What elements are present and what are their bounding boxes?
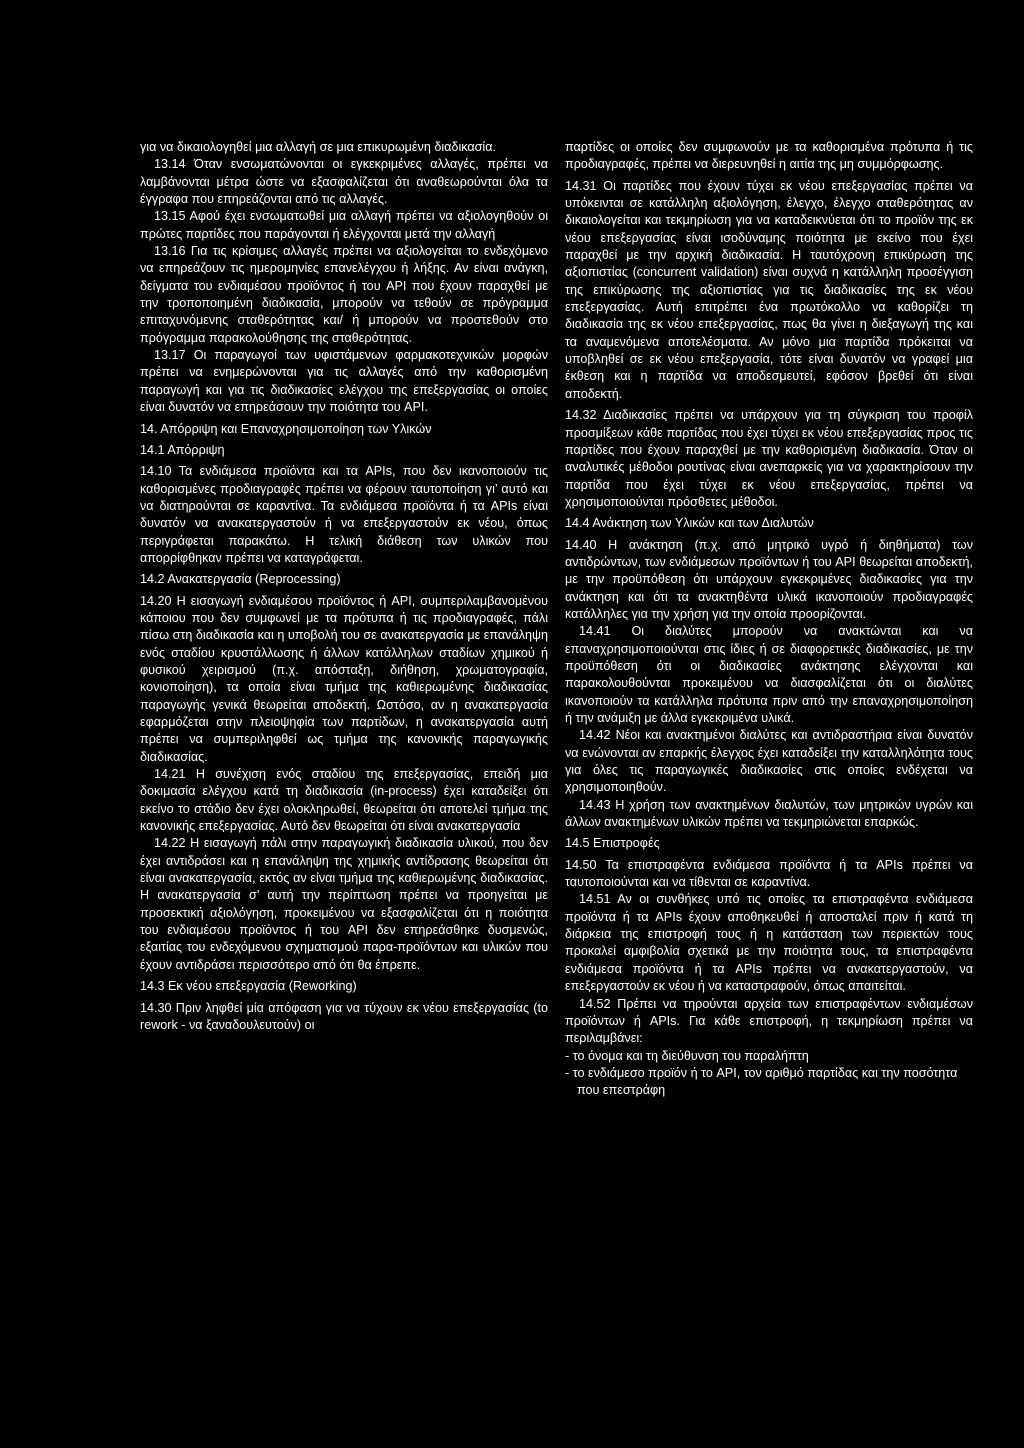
right-paragraph-12: 14.52 Πρέπει να τηρούνται αρχεία των επιστραφέντων ενδιαμέσων προϊόντων ή APIs. Για κάθε επιστροφή, η τεκμηρίωση πρέπει να περιλαμβάνει: [565, 996, 973, 1046]
right-paragraph-7: 14.42 Νέοι και ανακτημένοι διαλύτες και αντιδραστήρια είναι δυνατόν να ενώνονται αν επαρκής έλεγχος έχει καταδείξει την καταλληλότητα τους για όλες τις παραγωγικές διαδικασίες στις οποίες ενδέχεται να χρησιμοποιηθούν. [565, 728, 973, 795]
right-paragraph-14: - το ενδιάμεσο προϊόν ή το API, τον αριθμό παρτίδας και την ποσότητα που επεστράφη [565, 1065, 958, 1098]
left-paragraph-9: 14.2 Ανακατεργασία (Reprocessing) [140, 572, 341, 587]
right-text-column [565, 139, 973, 1100]
left-paragraph-5: 13.17 Οι παραγωγοί των υφιστάμενων φαρμακοτεχνικών μορφών πρέπει να ενημερώνονται για τις αλλαγές από την καθορισμένη παραγωγή και για τις διαδικασίες ελέγχου της επεξεργασίας οι οποίες είναι δυνατόν να επηρεάσουν την ποιότητα του API. [140, 348, 548, 415]
left-paragraph-8: 14.10 Τα ενδιάμεσα προϊόντα και τα APIs, που δεν ικανοποιούν τις καθορισμένες προδιαγραφές πρέπει να φέρουν ταυτοποίηση γι’ αυτό και να διατηρούνται σε καραντίνα. Τα ενδιάμεσα προϊόντα ή τα APIs είναι δυνατόν να ανακατεργαστούν ή να επεξεργαστούν εκ νέου, όπως περιγράφεται παρακάτω. Η τελική διάθεση των υλικών που απορρίφθηκαν πρέπει να καταγράφεται. [140, 464, 548, 565]
right-paragraph-2: 14.31 Οι παρτίδες που έχουν τύχει εκ νέου επεξεργασίας πρέπει να υπόκεινται σε κατάλληλη αξιολόγηση, έλεγχο, έλεγχο σταθερότητας αν δικαιολογείται και τεκμηρίωση για να καταδεικνύεται ότι το προϊόν της εκ νέου επεξεργασίας είναι ισοδύναμης ποιότητα με εκείνο που έχει παραχθεί με την αρχική διαδικασία. Η ταυτόχρονη επικύρωση της αξιοπιστίας (concurrent validation) είναι συχνά η κατάλληλη προσέγγιση της επικύρωσης της αξιοπιστίας για τις διαδικασίες της εκ νέου επεξεργασίας. Αυτή επιτρέπει ένα πρωτόκολλο να καθορίζει τη διαδικασία της εκ νέου επεξεργασίας, πως θα γίνει η διεξαγωγή της και τα αναμενόμενα αποτελέσματα. Αν μόνο μια παρτίδα πρόκειται να υποβληθεί σε εκ νέου επεξεργασία, τότε είναι δυνατόν να γραφεί μια έκθεση και η παρτίδα να αποδεσμευτεί, εφόσον βρεθεί ότι είναι αποδεκτή. [565, 178, 973, 401]
left-paragraph-6: 14. Απόρριψη και Επαναχρησιμοποίηση των Υλικών [140, 421, 432, 436]
left-paragraph-13: 14.3 Εκ νέου επεξεργασία (Reworking) [140, 979, 357, 994]
left-paragraph-10: 14.20 Η εισαγωγή ενδιαμέσου προϊόντος ή API, συμπεριλαμβανομένου κάποιου που δεν συμφωνεί με τα πρότυπα ή τις προδιαγραφές, πάλι πίσω στη διαδικασία και η υποβολή του σε ανακατεργασία με επανάληψη ενός σταδίου κρυστάλλωσης ή άλλων κατάλληλων σταδίων χημικού ή φυσικού χειρισμού (π.χ. απόσταξη, διήθηση, χρωματογραφία, κονιοποίηση), τα οποία είναι τμήμα της καθιερωμένης διαδικασίας παραγωγής γενικά θεωρείται αποδεκτή. Ωστόσο, αν η ανακατεργασία εφαρμόζεται στην πλειοψηφία των παρτίδων, η ανακατεργασία αυτή πρέπει να συμπεριληφθεί ως τμήμα της κανονικής παραγωγικής διαδικασίας. [140, 593, 548, 764]
left-paragraph-7: 14.1 Απόρριψη [140, 442, 225, 457]
left-paragraph-14: 14.30 Πριν ληφθεί μία απόφαση για να τύχουν εκ νέου επεξεργασίας (to rework - να ξαναδουλευτούν) οι [140, 1000, 548, 1032]
left-paragraph-4: 13.16 Για τις κρίσιμες αλλαγές πρέπει να αξιολογείται το ενδεχόμενο να επηρεάζουν τις ημερομηνίες επανελέγχου ή λήξης. Αν είναι ανάγκη, δείγματα του ενδιαμέσου προϊόντος ή του API που έχουν παραχθεί με την τροποποιημένη διαδικασία, μπορούν να τεθούν σε πρόγραμμα επιταχυνόμενης σταθερότητας και/ ή μπορούν να προστεθούν στο πρόγραμμα παρακολούθησης της σταθερότητας. [140, 244, 548, 345]
left-paragraph-3: 13.15 Αφού έχει ενσωματωθεί μια αλλαγή πρέπει να αξιολογηθούν οι πρώτες παρτίδες που παράγονται ή ελέγχονται μετά την αλλαγή [140, 209, 548, 241]
right-paragraph-4: 14.4 Ανάκτηση των Υλικών και των Διαλυτών [565, 516, 814, 531]
left-text-column [140, 139, 548, 1034]
right-paragraph-5: 14.40 Η ανάκτηση (π.χ. από μητρικό υγρό ή διηθήματα) των αντιδρώντων, των ενδιάμεσων προϊόντων ή του API θεωρείται αποδεκτή, με την προϋπόθεση ότι υπάρχουν εγκεκριμένες διαδικασίες για την ανάκτηση και ότι τα ανακτηθέντα υλικά ικανοποιούν προδιαγραφές κατάλληλες για την χρήση για την οποία προορίζονται. [565, 537, 973, 621]
left-paragraph-12: 14.22 Η εισαγωγή πάλι στην παραγωγική διαδικασία υλικού, που δεν έχει αντιδράσει και η επανάληψη της χημικής αντίδρασης θεωρείται ότι είναι ανακατεργασία, εκτός αν είναι τμήμα της καθιερωμένης διαδικασίας. Η ανακατεργασία σ’ αυτή την περίπτωση πρέπει να προηγείται με προσεκτική αξιολόγηση, προκειμένου να εξασφαλίζεται ότι η ποιότητα του ενδιαμέσου προϊόντος ή του API δεν επηρεάσθηκε δυσμενώς, εξαιτίας του ενδεχόμενου σχηματισμού παρα-προϊόντων και υλικών που έχουν αντιδράσει περισσότερο από ότι θα έπρεπε. [140, 836, 548, 972]
left-paragraph-11: 14.21 Η συνέχιση ενός σταδίου της επεξεργασίας, επειδή μια δοκιμασία ελέγχου κατά τη διαδικασία (in-process) έχει καταδείξει ότι εκείνο το στάδιο δεν έχει ολοκληρωθεί, θεωρείται ότι αποτελεί τμήμα της κανονικής επεξεργασίας. Αυτό δεν θεωρείται ότι είναι ανακατεργασία [140, 767, 548, 834]
right-paragraph-11: 14.51 Αν οι συνθήκες υπό τις οποίες τα επιστραφέντα ενδιάμεσα προϊόντα ή τα APIs έχουν αποθηκευθεί ή αποσταλεί πριν ή κατά τη διάρκεια της επιστροφή τους ή η κατάσταση των περιεκτών τους προκαλεί αμφιβολία σχετικά με την ποιότητα τους, τα επιστραφέντα ενδιάμεσα προϊόντα ή τα APIs πρέπει να ανακατεργαστούν, να επεξεργαστούν εκ νέου ή να καταστραφούν, όπως απαιτείται. [565, 892, 973, 994]
left-paragraph-2: 13.14 Όταν ενσωματώνονται οι εγκεκριμένες αλλαγές, πρέπει να λαμβάνονται μέτρα ώστε να εξασφαλίζεται ότι αναθεωρούνται όλα τα έγγραφα που επηρεάζονται από τις αλλαγές. [140, 157, 548, 207]
right-paragraph-8: 14.43 Η χρήση των ανακτημένων διαλυτών, των μητρικών υγρών και άλλων ανακτημένων υλικών πρέπει να τεκμηριώνεται επαρκώς. [565, 797, 973, 830]
right-paragraph-9: 14.5 Επιστροφές [565, 836, 660, 851]
left-paragraph-1: για να δικαιολογηθεί μια αλλαγή σε μια επικυρωμένη διαδικασία. [140, 140, 497, 154]
right-paragraph-1: παρτίδες οι οποίες δεν συμφωνούν με τα καθορισμένα πρότυπα ή τις προδιαγραφές, πρέπει να διερευνηθεί η αιτία της μη συμμόρφωσης. [565, 140, 973, 172]
right-paragraph-10: 14.50 Τα επιστραφέντα ενδιάμεσα προϊόντα ή τα APIs πρέπει να ταυτοποιούνται και να τίθενται σε καραντίνα. [565, 857, 973, 890]
right-paragraph-3: 14.32 Διαδικασίες πρέπει να υπάρχουν για τη σύγκριση του προφίλ προσμίξεων κάθε παρτίδας που έχει τύχει εκ νέου επεξεργασίας προς τις παρτίδες που έχουν παραχθεί με την καθορισμένη διαδικασία. Όταν οι αναλυτικές μέθοδοι ρουτίνας είναι ανεπαρκείς για να χαρακτηρίσουν την παρτίδα που έχει τύχει εκ νέου επεξεργασίας, πρέπει να χρησιμοποιούνται πρόσθετες μέθοδοι. [565, 408, 973, 509]
right-paragraph-6: 14.41 Οι διαλύτες μπορούν να ανακτώνται και να επαναχρησιμοποιούνται στις ίδιες ή σε διαφορετικές διαδικασίες, με την προϋπόθεση ότι οι διαδικασίες ανάκτησης ελέγχονται και παρακολουθούνται προκειμένου να διασφαλίζεται ότι οι διαλύτες ικανοποιούν τα κατάλληλα πρότυπα πριν από την επαναχρησιμοποίηση ή την ανάμιξη με άλλα εγκεκριμένα υλικά. [565, 624, 973, 725]
right-paragraph-13: - το όνομα και τη διεύθυνση του παραλήπτη [565, 1048, 809, 1063]
